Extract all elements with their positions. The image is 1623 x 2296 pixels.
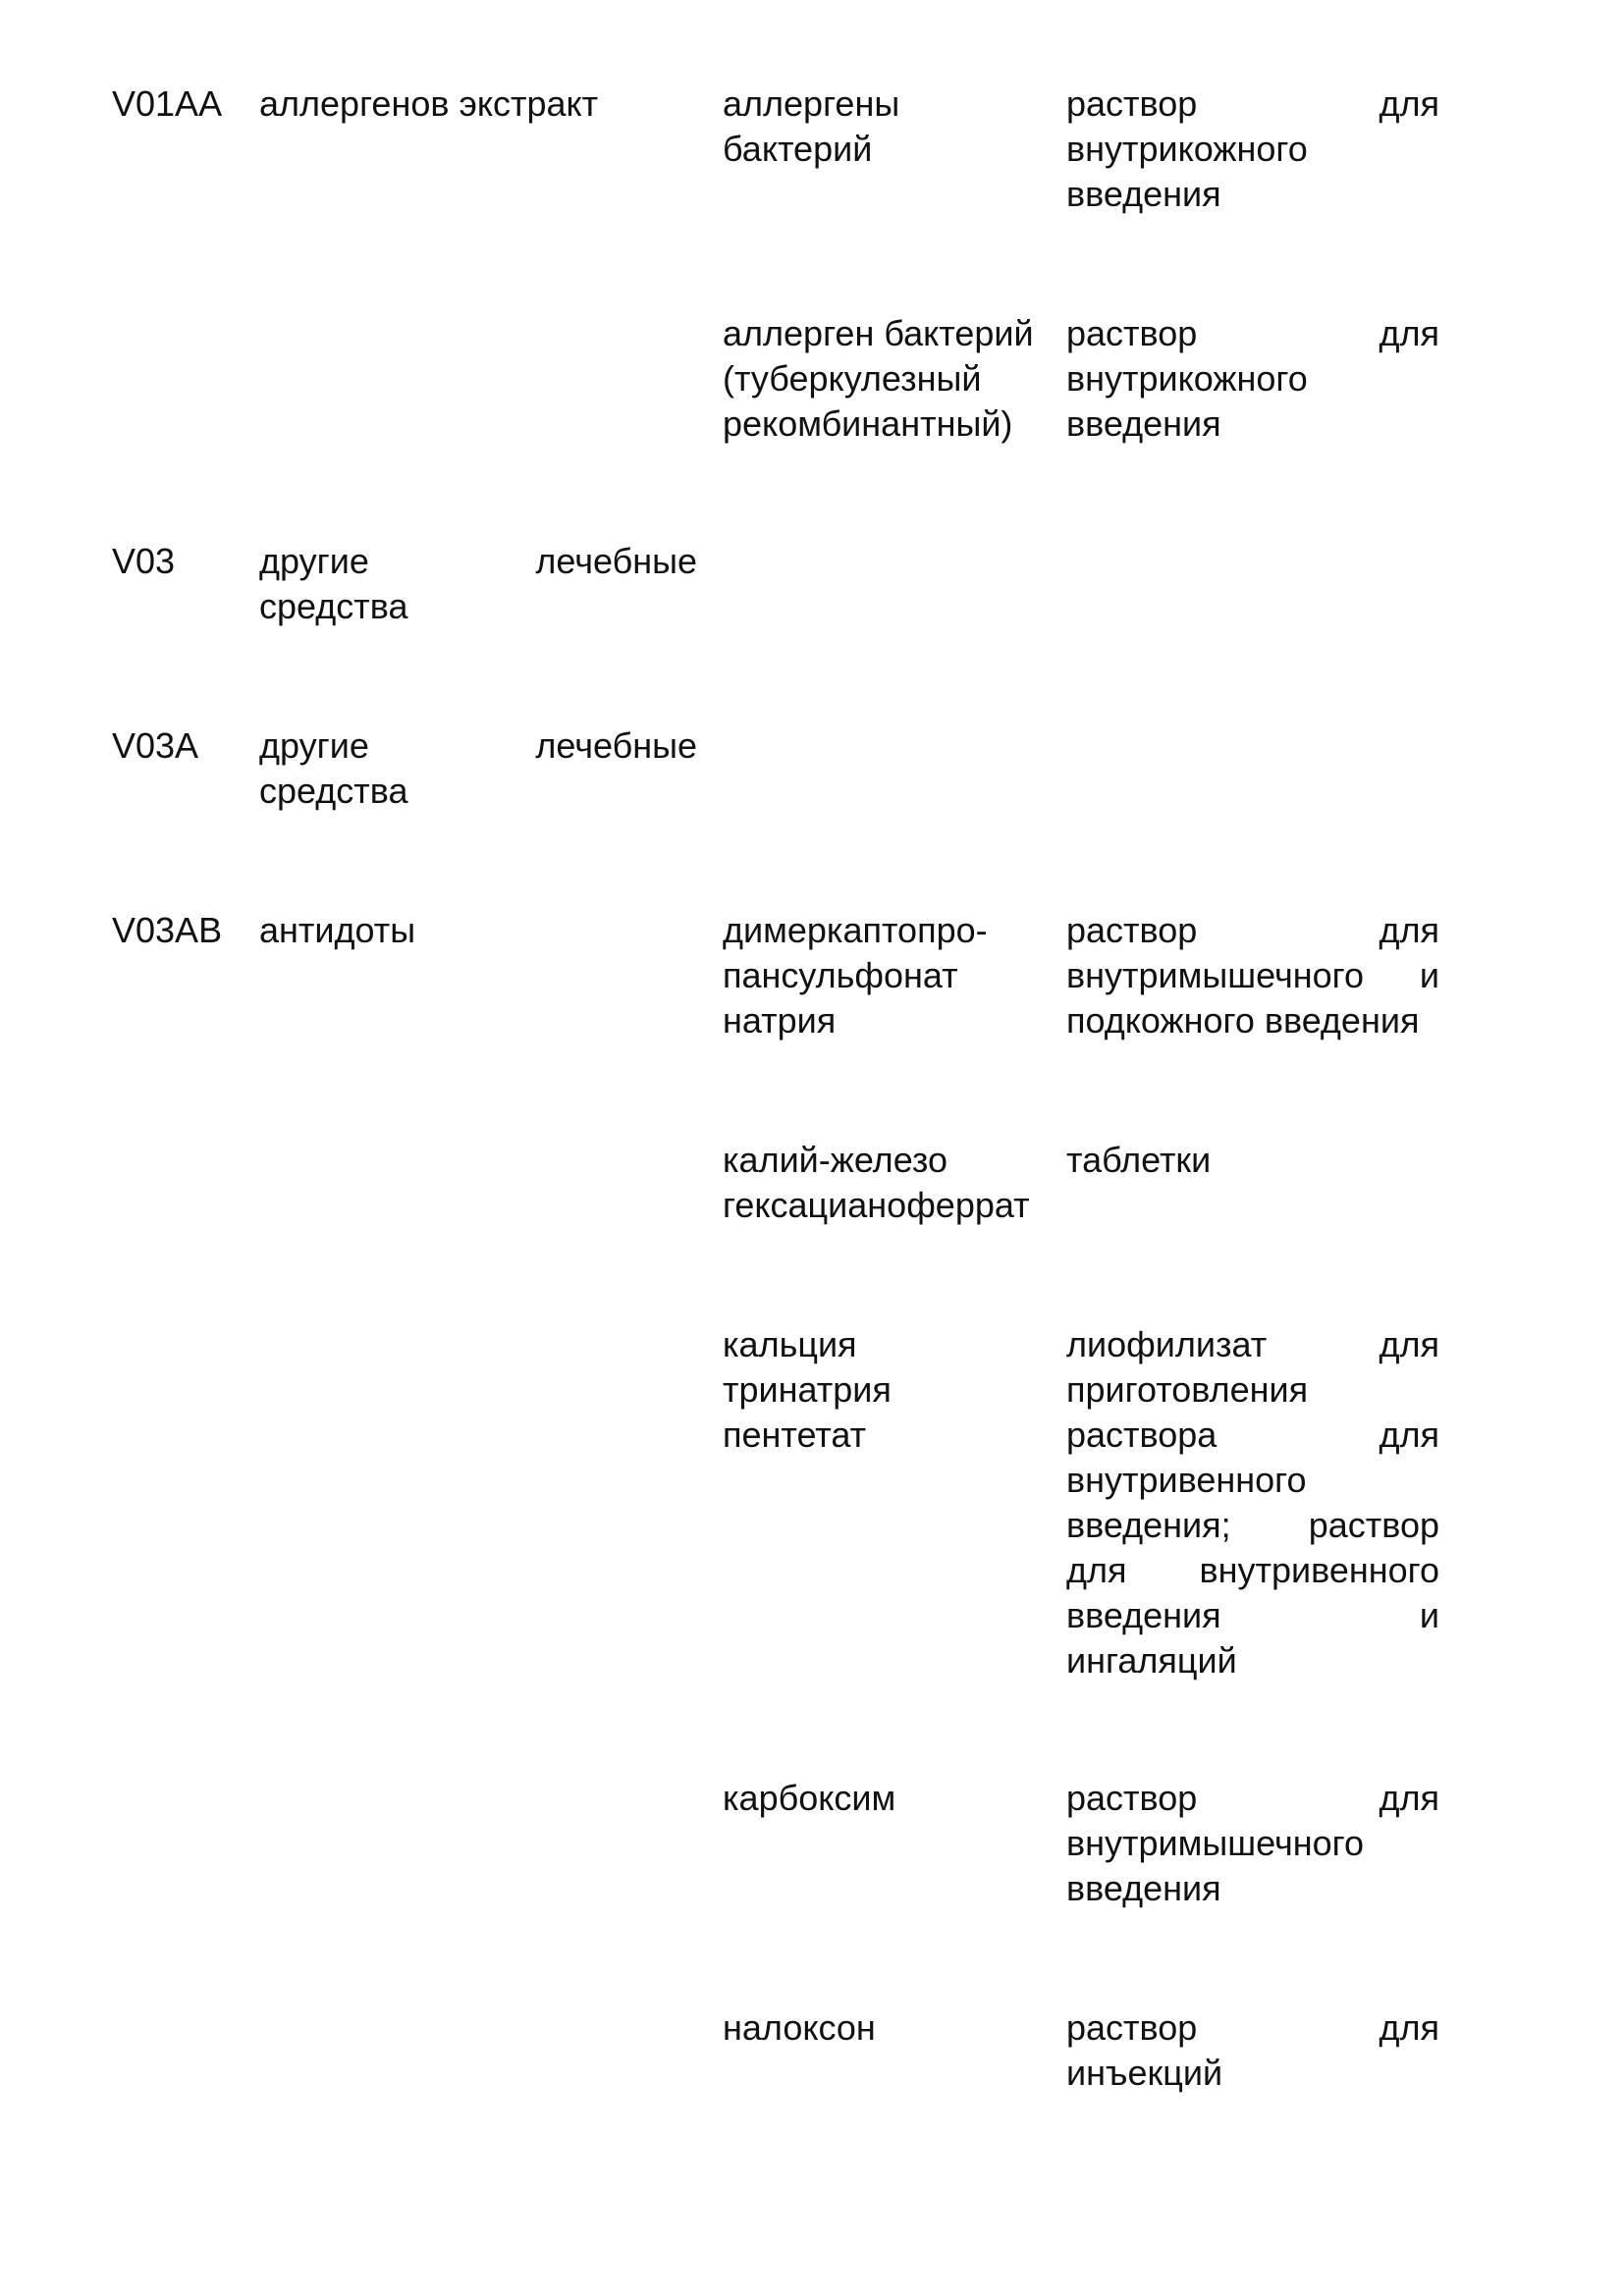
dosage-form-line: введения <box>1066 174 1221 214</box>
dosage-form-line: введения <box>1066 403 1221 444</box>
drug-name: кальция тринатрия пентетат <box>723 1324 892 1455</box>
drug-name: димеркаптопро-пансульфонат натрия <box>723 910 988 1041</box>
dosage-form-line: раствор для <box>1066 83 1439 124</box>
dosage-form-line: подкожного введения <box>1066 1000 1420 1041</box>
dosage-form-line: раствор для <box>1066 910 1439 950</box>
dosage-form-line: таблетки <box>1066 1140 1212 1180</box>
dosage-form-line: внутривенного <box>1066 1460 1307 1500</box>
dosage-form-line: внутрикожного <box>1066 129 1308 169</box>
atc-code: V03 <box>112 541 176 581</box>
dosage-form-line: инъекций <box>1066 2053 1223 2093</box>
dosage-form <box>1066 1138 1439 1183</box>
dosage-form-line: введения и <box>1066 1595 1439 1635</box>
group-name-line: средства <box>259 771 408 811</box>
group-name-line: средства <box>259 586 408 626</box>
drug-name: аллергены бактерий <box>723 83 900 169</box>
dosage-form-line: раствор для <box>1066 313 1439 353</box>
dosage-form-line: введения <box>1066 1868 1221 1908</box>
drug-name: аллерген бактерий (туберкулезный рекомбинантный) <box>723 313 1034 444</box>
dosage-form-line: раствора для <box>1066 1415 1439 1455</box>
dosage-form <box>1066 311 1439 447</box>
dosage-form <box>1066 1322 1439 1683</box>
atc-code: V03AB <box>112 910 223 950</box>
dosage-form <box>1066 81 1439 217</box>
dosage-form-line: внутрикожного <box>1066 358 1308 399</box>
dosage-form-line: лиофилизат для <box>1066 1324 1439 1364</box>
drug-name: налоксон <box>723 2007 876 2048</box>
dosage-form <box>1066 2005 1439 2096</box>
dosage-form-line: раствор для <box>1066 1778 1439 1818</box>
dosage-form-line: для внутривенного <box>1066 1550 1439 1590</box>
dosage-form-line: введения; раствор <box>1066 1505 1439 1545</box>
dosage-form <box>1066 908 1439 1043</box>
group-name-line: другие лечебные <box>259 725 697 766</box>
dosage-form-line: раствор для <box>1066 2007 1439 2048</box>
atc-code: V01AA <box>112 83 223 124</box>
drug-name: калий-железо гексацианоферрат <box>723 1140 1030 1225</box>
dosage-form-line: внутримышечного <box>1066 1823 1364 1863</box>
dosage-form-line: ингаляций <box>1066 1640 1237 1681</box>
dosage-form <box>1066 1776 1439 1911</box>
atc-code: V03A <box>112 725 199 766</box>
drug-name: карбоксим <box>723 1778 896 1818</box>
group-name-line: другие лечебные <box>259 541 697 581</box>
group-name: антидоты <box>259 910 416 950</box>
group-name <box>259 539 697 629</box>
group-name <box>259 723 697 814</box>
group-name: аллергенов экстракт <box>259 83 599 124</box>
dosage-form-line: внутримышечного и <box>1066 955 1439 995</box>
dosage-form-line: приготовления <box>1066 1369 1309 1410</box>
